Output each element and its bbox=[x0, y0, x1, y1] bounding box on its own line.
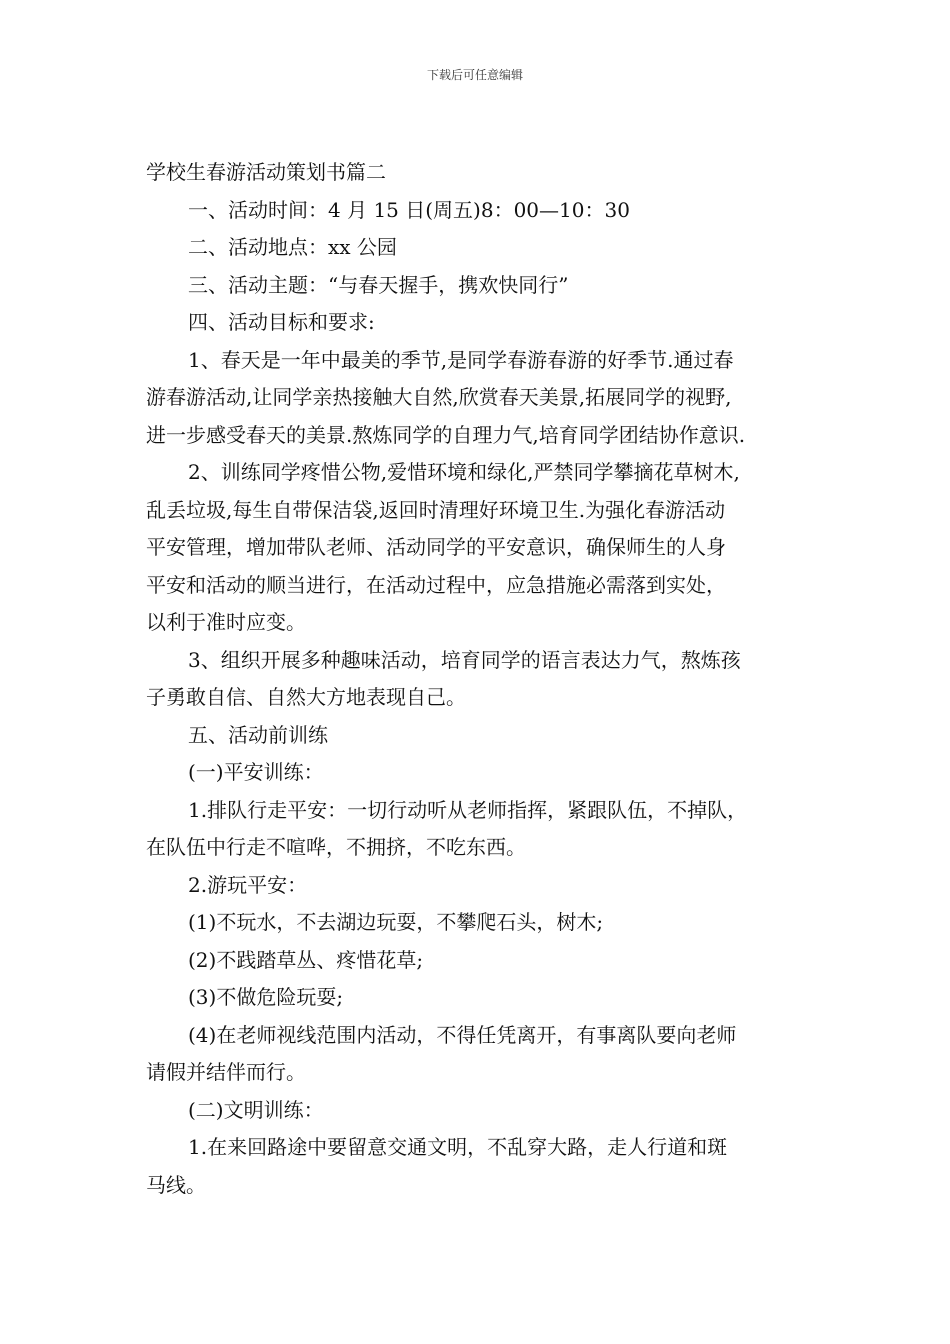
paragraph-line: 3、组织开展多种趣味活动，培育同学的语言表达力气，熬炼孩 bbox=[188, 647, 741, 672]
paragraph-line: 请假并结伴而行。 bbox=[146, 1060, 306, 1084]
paragraph-line: 四、活动目标和要求: bbox=[188, 310, 375, 334]
paragraph-line: 子勇敢自信、自然大方地表现自己。 bbox=[146, 685, 466, 709]
subsection-heading: (二)文明训练： bbox=[188, 1097, 324, 1122]
section-heading: 五、活动前训练 bbox=[188, 722, 328, 747]
paragraph-line: 平安管理，增加带队老师、活动同学的平安意识，确保师生的人身 bbox=[146, 535, 726, 559]
document-title: 学校生春游活动策划书篇二 bbox=[146, 160, 386, 184]
header-note: 下载后可任意编辑 bbox=[426, 68, 523, 82]
paragraph-line: 三、活动主题：“与春天握手，携欢快同行” bbox=[188, 272, 569, 297]
paragraph-line: 2.游玩平安： bbox=[188, 872, 308, 897]
paragraph-line: 1.排队行走平安：一切行动听从老师指挥，紧跟队伍，不掉队， bbox=[188, 797, 748, 822]
document-body bbox=[146, 154, 810, 1204]
paragraph-line: 1、春天是一年中最美的季节,是同学春游春游的好季节.通过春 bbox=[188, 347, 734, 372]
subsection-heading: (一)平安训练： bbox=[188, 760, 324, 784]
paragraph-line: 2、训练同学疼惜公物,爱惜环境和绿化,严禁同学攀摘花草树木, bbox=[188, 460, 740, 484]
paragraph-line: 在队伍中行走不喧哗，不拥挤，不吃东西。 bbox=[146, 835, 526, 859]
paragraph-line: 以利于准时应变。 bbox=[146, 610, 306, 634]
paragraph-line: 马线。 bbox=[146, 1172, 206, 1197]
paragraph-line: 二、活动地点：xx 公园 bbox=[188, 235, 397, 259]
list-item: (2)不践踏草丛、疼惜花草; bbox=[188, 947, 424, 972]
paragraph-line: 一、活动时间：4 月 15 日(周五)8：00—10：30 bbox=[188, 197, 630, 222]
list-item: (3)不做危险玩耍; bbox=[188, 985, 344, 1009]
paragraph-line: 1.在来回路途中要留意交通文明，不乱穿大路，走人行道和斑 bbox=[188, 1135, 728, 1159]
paragraph-line: 平安和活动的顺当进行，在活动过程中，应急措施必需落到实处， bbox=[146, 572, 726, 597]
paragraph-line: 进一步感受春天的美景.熬炼同学的自理力气,培育同学团结协作意识. bbox=[146, 422, 746, 447]
paragraph-line: 乱丢垃圾,每生自带保洁袋,返回时清理好环境卫生.为强化春游活动 bbox=[146, 497, 726, 522]
list-item: (1)不玩水，不去湖边玩耍，不攀爬石头，树木; bbox=[188, 910, 604, 934]
paragraph-line: 游春游活动,让同学亲热接触大自然,欣赏春天美景,拓展同学的视野, bbox=[146, 385, 732, 409]
list-item: (4)在老师视线范围内活动，不得任凭离开，有事离队要向老师 bbox=[188, 1022, 737, 1047]
